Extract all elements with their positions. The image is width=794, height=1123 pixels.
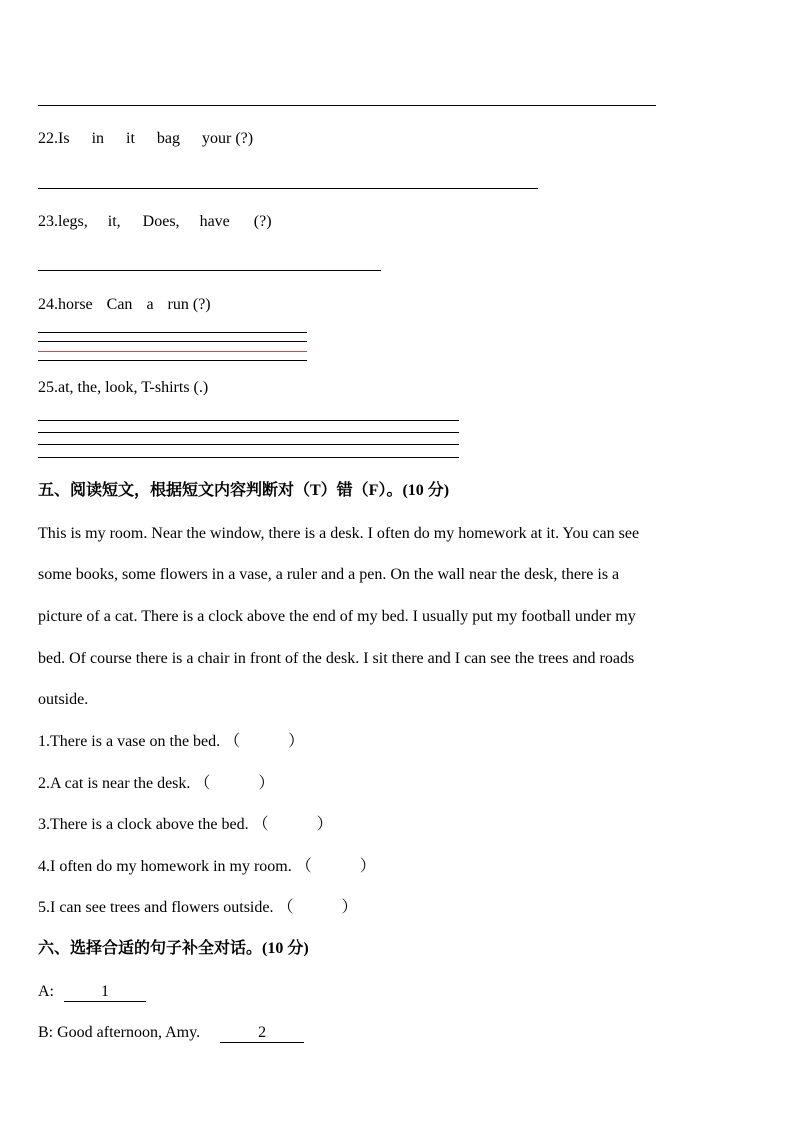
word: legs, — [58, 213, 88, 230]
word: it, — [107, 213, 121, 230]
word: have — [199, 213, 230, 230]
word: at, the, look, T-shirts (.) — [58, 379, 209, 396]
word: a — [146, 296, 154, 313]
dialogue-line-a — [38, 982, 146, 1002]
statement-3[interactable]: 3.There is a clock above the bed. （ ） — [38, 816, 333, 833]
answer-line[interactable] — [38, 341, 307, 342]
question-number: 22. — [38, 130, 58, 147]
passage-line: This is my room. Near the window, there is a desk. I often do my homework at it. You can see — [38, 525, 640, 542]
question-number: 23. — [38, 213, 58, 230]
answer-line[interactable] — [38, 420, 459, 421]
answer-line[interactable] — [38, 432, 459, 433]
section-5-heading: 五、阅读短文，根据短文内容判断对（T）错（F）。(10 分) — [38, 482, 450, 499]
word: your (?) — [202, 130, 254, 147]
section-6-heading: 六、选择合适的句子补全对话。(10 分) — [38, 940, 309, 957]
word: in — [91, 130, 105, 147]
answer-line[interactable] — [38, 360, 307, 361]
dialogue-line-b — [38, 1023, 304, 1043]
word: run (?) — [167, 296, 211, 313]
word: horse — [58, 296, 93, 313]
question-22 — [38, 129, 253, 149]
question-25 — [38, 378, 208, 398]
word: bag — [156, 130, 181, 147]
answer-line[interactable] — [38, 270, 381, 271]
word: (?) — [253, 213, 272, 230]
passage-line: some books, some flowers in a vase, a ruler and a pen. On the wall near the desk, there is a — [38, 566, 620, 583]
answer-line[interactable] — [38, 457, 459, 458]
answer-line[interactable] — [38, 444, 459, 445]
passage-line: picture of a cat. There is a clock above the end of my bed. I usually put my football under my — [38, 608, 636, 625]
speaker-label: B: — [38, 1024, 54, 1041]
passage-line: outside. — [38, 691, 89, 708]
word: Is — [58, 130, 70, 147]
word: it — [126, 130, 135, 147]
statement-4[interactable]: 4.I often do my homework in my room. （ ） — [38, 858, 376, 875]
speaker-label: A: — [38, 983, 54, 1000]
answer-line[interactable] — [38, 332, 307, 333]
passage-line: bed. Of course there is a chair in front of the desk. I sit there and I can see the trees and roads — [38, 650, 635, 667]
answer-blank-1[interactable]: 1 — [64, 983, 146, 1002]
answer-line[interactable] — [38, 105, 656, 106]
word: Can — [106, 296, 133, 313]
question-24 — [38, 295, 211, 315]
word: Does, — [142, 213, 180, 230]
dialogue-text: Good afternoon, Amy. — [57, 1024, 201, 1041]
statement-2[interactable]: 2.A cat is near the desk. （ ） — [38, 775, 275, 792]
statement-5[interactable]: 5.I can see trees and flowers outside. （ ） — [38, 899, 358, 916]
question-number: 25. — [38, 379, 58, 396]
answer-line[interactable] — [38, 188, 538, 189]
question-number: 24. — [38, 296, 58, 313]
answer-line[interactable] — [38, 351, 307, 352]
question-23 — [38, 212, 272, 232]
answer-blank-2[interactable]: 2 — [220, 1024, 304, 1043]
statement-1[interactable]: 1.There is a vase on the bed. （ ） — [38, 733, 305, 750]
